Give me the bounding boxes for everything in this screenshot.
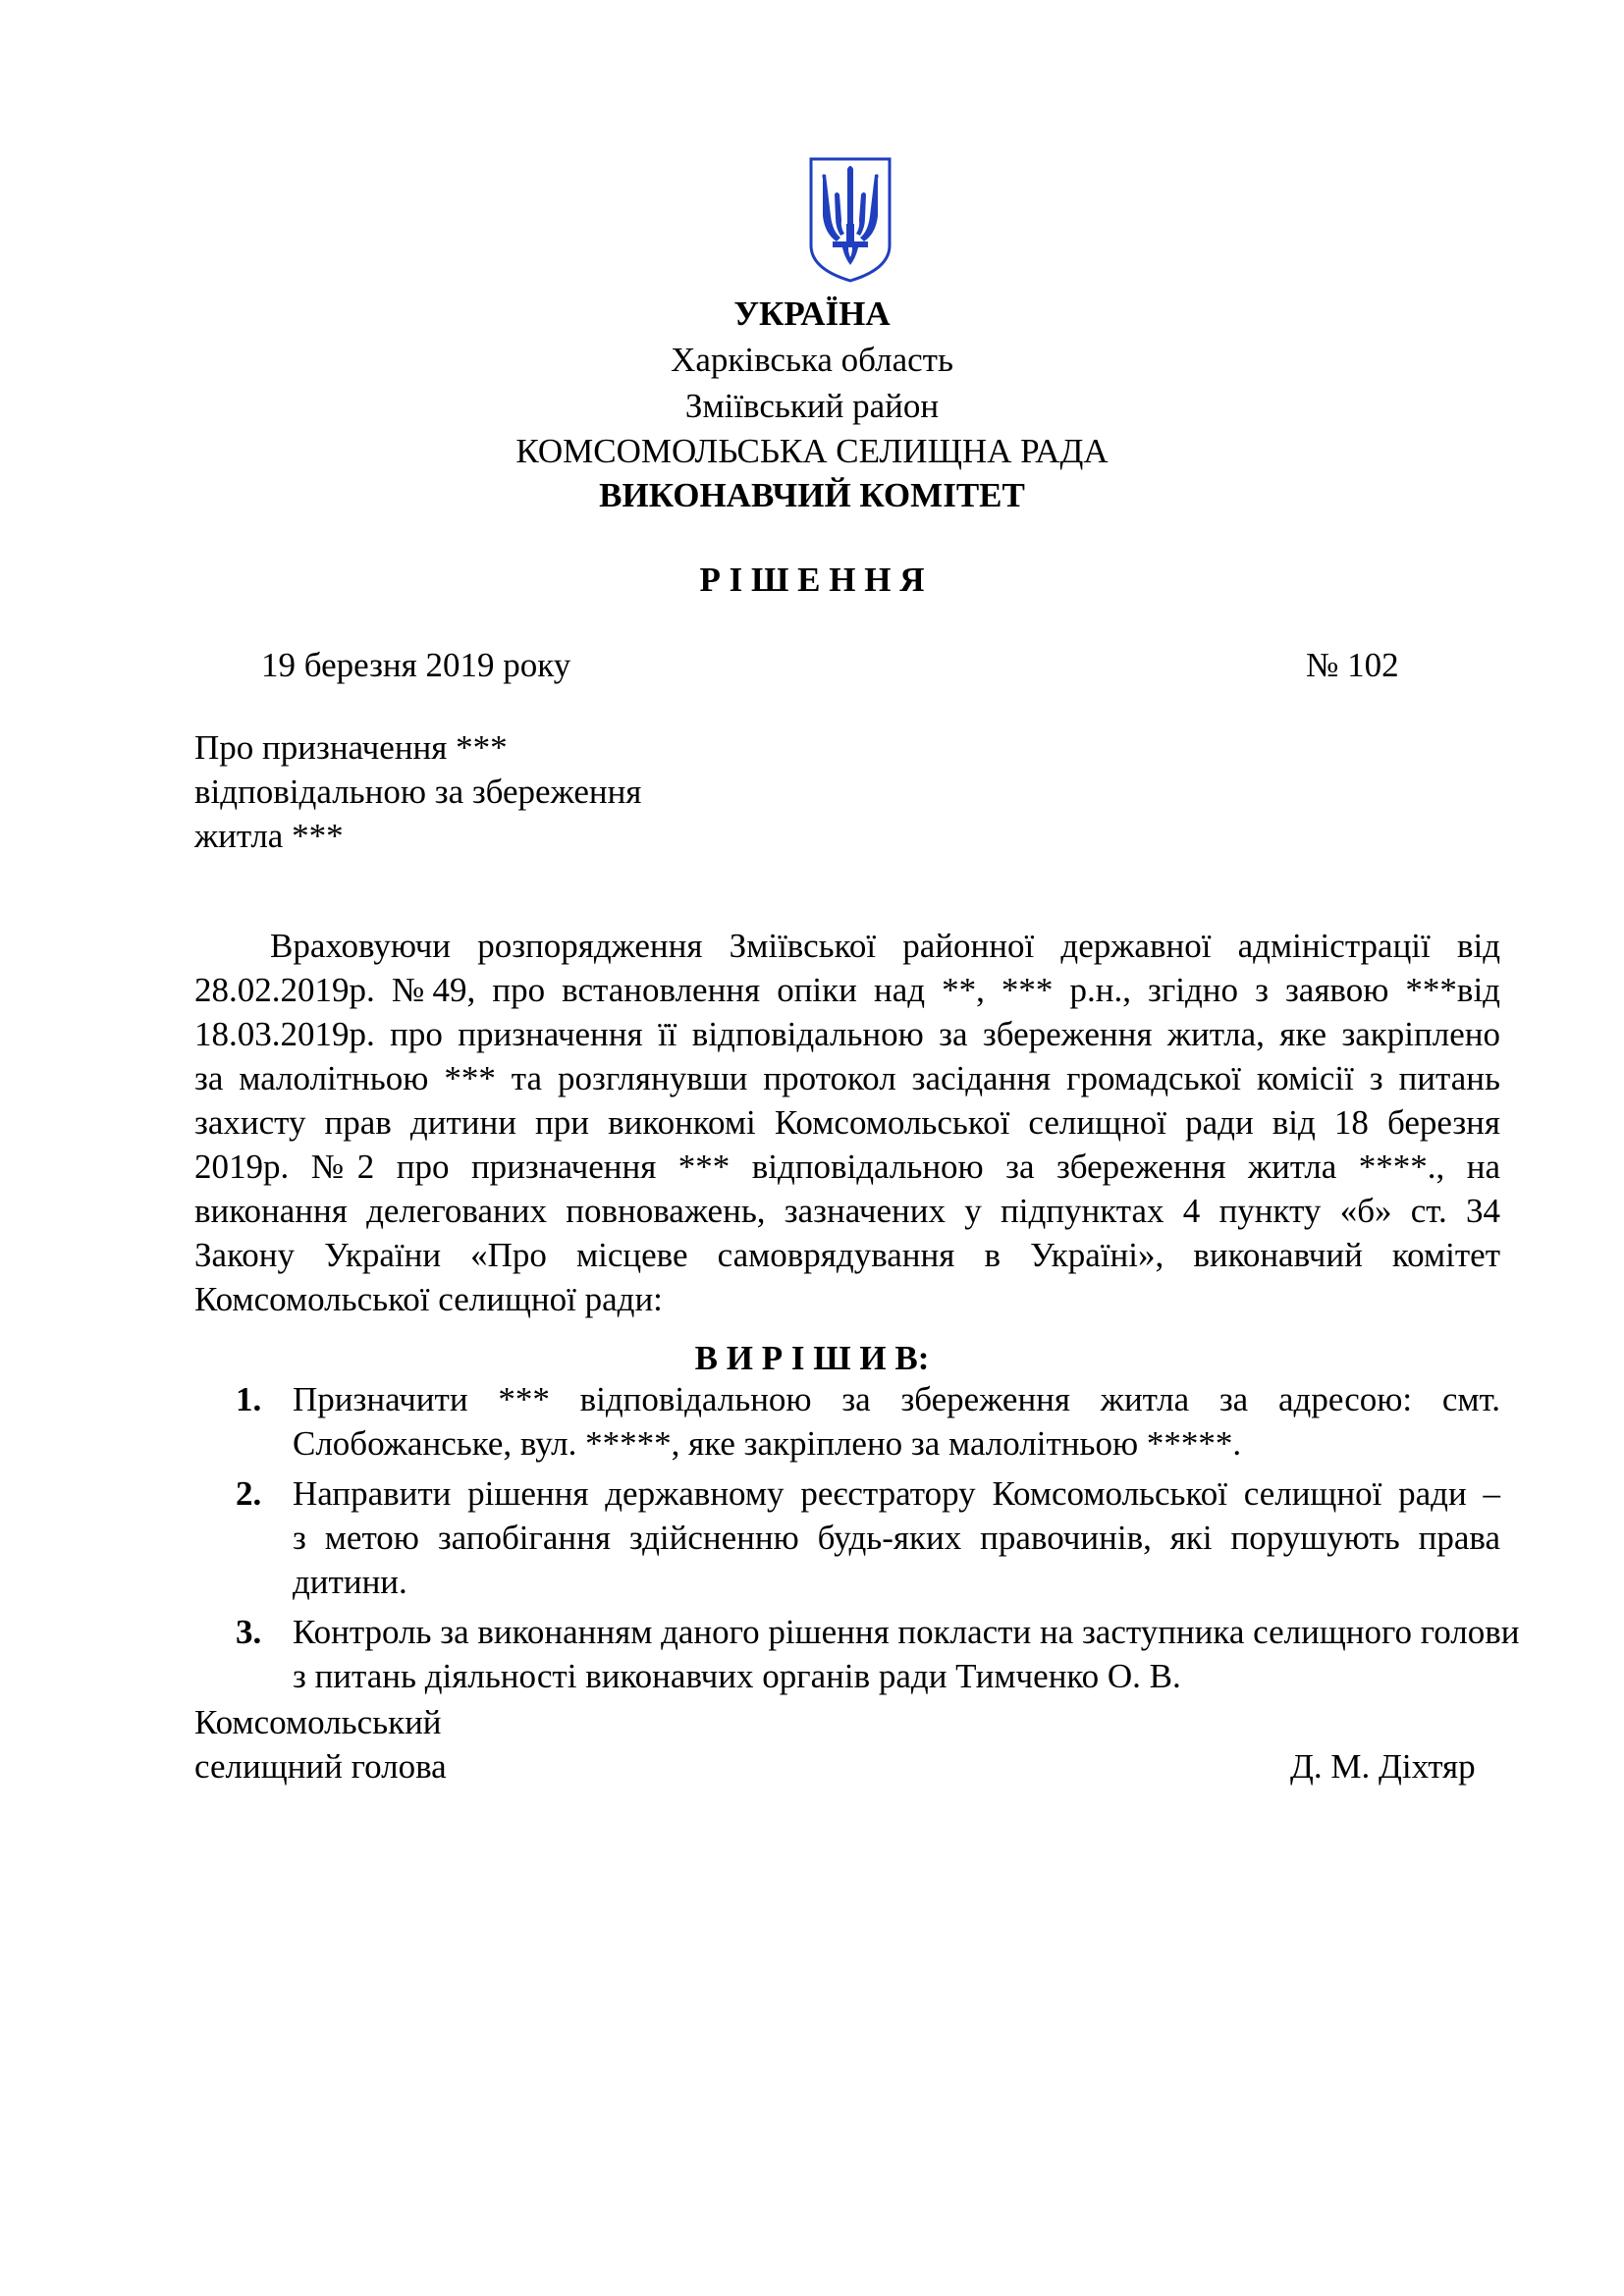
signature-position-line: селищний голова — [194, 1747, 447, 1786]
item-line: Направити рішення державному реєстратору Комсомольської селищної ради – — [293, 1474, 1500, 1513]
preamble-line: 18.03.2019р. про призначення її відповідальною за збереження житла, яке закріплено — [194, 1015, 1500, 1053]
preamble-line: Закону України «Про місцеве самоврядування в Україні», виконавчий комітет — [194, 1236, 1500, 1274]
preamble-paragraph — [194, 924, 1500, 1321]
council-line: КОМСОМОЛЬСЬКА СЕЛИЩНА РАДА — [515, 432, 1109, 470]
item-line: Контроль за виконанням даного рішення покласти на заступника селищного голови — [293, 1613, 1520, 1651]
signature-position — [194, 1700, 447, 1789]
item-line: дитини. — [293, 1563, 407, 1601]
item-number: 2. — [236, 1474, 262, 1513]
raion-line: Зміївський район — [684, 387, 940, 425]
resolution-heading: В И Р І Ш И В: — [694, 1339, 930, 1377]
item-line: Слобожанське, вул. *****, яке закріплено за малолітньою *****. — [293, 1424, 1242, 1463]
resolution-item — [236, 1610, 1520, 1698]
preamble-line: Комсомольської селищної ради: — [194, 1280, 663, 1318]
country-heading: УКРАЇНА — [733, 294, 891, 333]
document-date: 19 березня 2019 року — [261, 646, 571, 684]
item-number: 1. — [236, 1380, 262, 1418]
subject-block — [194, 725, 641, 858]
resolution-item — [236, 1377, 1500, 1466]
subject-line: житла *** — [194, 817, 344, 855]
item-line: з метою запобігання здійсненню будь-яких правочинів, які порушують права — [293, 1519, 1500, 1557]
preamble-line: захисту прав дитини при виконкомі Комсомольської селищної ради від 18 березня — [194, 1103, 1500, 1142]
resolution-list — [236, 1377, 1520, 1704]
preamble-line: 28.02.2019р. №49, про встановлення опіки над **, *** р.н., згідно з заявою ***від — [194, 971, 1500, 1009]
signature-position-line: Комсомольський — [194, 1703, 442, 1741]
document-type-heading: Р І Ш Е Н Н Я — [699, 561, 925, 599]
committee-line: ВИКОНАВЧИЙ КОМІТЕТ — [599, 476, 1025, 514]
preamble-line: за малолітньою *** та розглянувши протокол засідання громадської комісії з питань — [194, 1059, 1500, 1097]
document-number: № 102 — [1306, 646, 1399, 684]
preamble-line: 2019р. №2 про призначення *** відповідальною за збереження житла ****., на — [194, 1148, 1500, 1186]
ukraine-coat-of-arms-icon — [807, 155, 893, 285]
subject-line: Про призначення *** — [194, 728, 508, 767]
resolution-item — [236, 1471, 1500, 1604]
item-line: з питань діяльності виконавчих органів ради Тимченко О. В. — [293, 1657, 1181, 1695]
subject-line: відповідальною за збереження — [194, 773, 642, 811]
item-number: 3. — [236, 1613, 262, 1651]
signatory-name: Д. М. Діхтяр — [1290, 1747, 1476, 1786]
preamble-line: виконання делегованих повноважень, зазначених у підпунктах 4 пункту «б» ст. 34 — [194, 1192, 1500, 1230]
item-line: Призначити *** відповідальною за збереження житла за адресою: смт. — [293, 1380, 1500, 1418]
preamble-line: Враховуючи розпорядження Зміївської районної державної адміністрації від — [270, 927, 1500, 965]
oblast-line: Харківська область — [671, 341, 953, 379]
